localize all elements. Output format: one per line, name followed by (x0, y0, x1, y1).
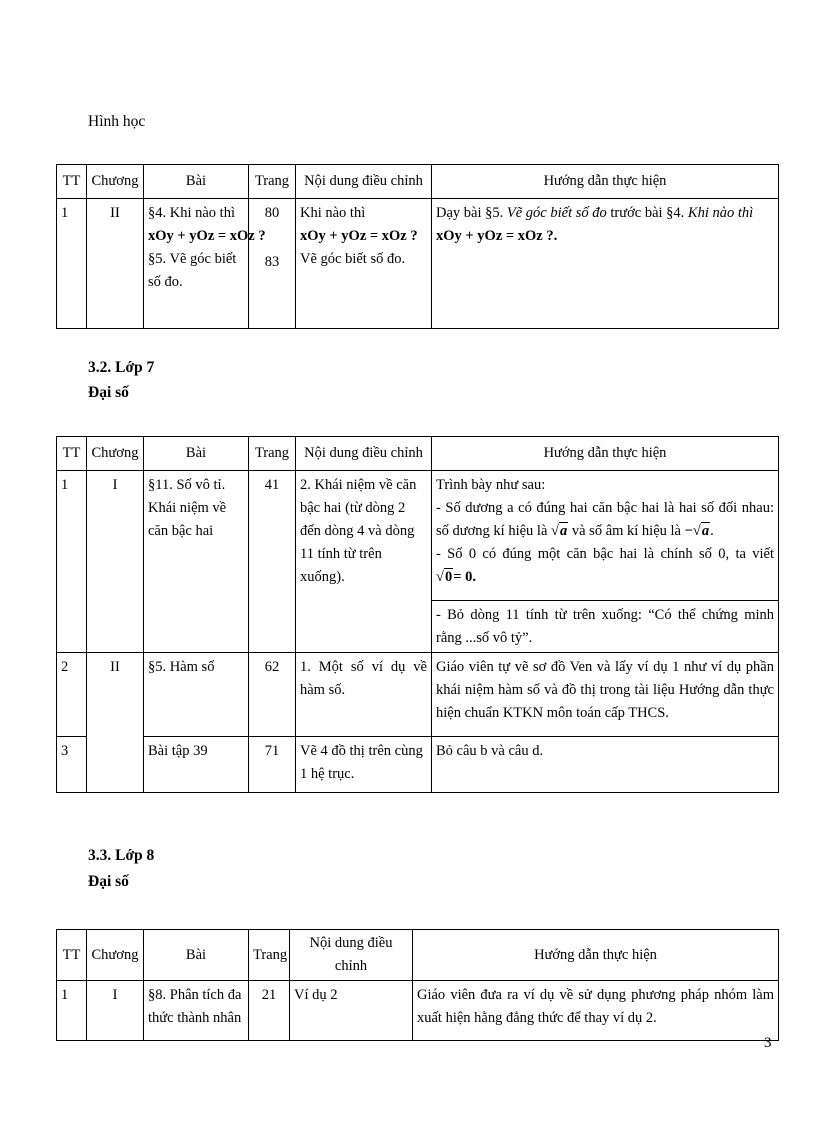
cell-bai: Bài tập 39 (144, 737, 249, 793)
header-tt: TT (57, 930, 87, 981)
cell-chuong: II (87, 199, 144, 329)
bai-formula: xOy + yOz = xOz ? (148, 228, 266, 244)
cell-noi-dung: Ví dụ 2 (290, 981, 413, 1041)
cell-tt: 1 (57, 199, 87, 329)
noi-dung-a: Khi nào thì (300, 205, 366, 221)
cell-chuong: II (87, 653, 144, 793)
header-noi-dung: Nội dung điều chỉnh (296, 165, 432, 199)
header-trang: Trang (249, 930, 290, 981)
hd-b-italic: Khi nào thì (687, 205, 754, 221)
hd-a: Dạy bài §5. (436, 205, 504, 221)
header-chuong: Chương (87, 437, 144, 471)
cell-trang: 71 (249, 737, 296, 793)
cell-noi-dung: Vẽ 4 đồ thị trên cùng 1 hệ trục. (296, 737, 432, 793)
cell-huong-dan: Trình bày như sau: - Số dương a có đúng hai căn bậc hai là hai số đối nhau: số dương kí hiệu là √a và số âm kí hiệu là −√a. - Số 0 có đúng một căn bậc hai là chính số 0, ta viết √0= 0. (432, 471, 779, 601)
cell-tt: 2 (57, 653, 87, 737)
cell-huong-dan (432, 199, 779, 329)
header-bai: Bài (144, 165, 249, 199)
table-row (57, 199, 779, 329)
table-hinh-hoc (56, 164, 779, 329)
section-subtitle-dai-so-8: Đại số (88, 873, 129, 890)
noi-dung-formula: xOy + yOz = xOz ? (300, 228, 418, 244)
table-row (57, 653, 779, 737)
cell-bai: §8. Phân tích đa thức thành nhân (144, 981, 249, 1041)
header-noi-dung: Nội dung điều chỉnh (296, 437, 432, 471)
cell-huong-dan: Giáo viên đưa ra ví dụ về sử dụng phương pháp nhóm làm xuất hiện hằng đẳng thức để thay ví dụ 2. (413, 981, 779, 1041)
cell-trang: 21 (249, 981, 290, 1041)
cell-huong-dan: - Bỏ dòng 11 tính từ trên xuống: “Có thể chứng minh rằng ...số vô tỷ”. (432, 601, 779, 653)
table-header-row (57, 930, 779, 981)
hd-formula: xOy + yOz = xOz ?. (436, 228, 558, 244)
bai-text-a: §4. Khi nào thì (148, 205, 235, 221)
noi-dung-b: Vẽ góc biết số đo. (300, 251, 406, 267)
header-tt: TT (57, 437, 87, 471)
cell-huong-dan: Giáo viên tự vẽ sơ đồ Ven và lấy ví dụ 1 như ví dụ phần khái niệm hàm số và đồ thị trong tài liệu Hướng dẫn thực hiện chuẩn KTKN môn toán cấp THCS. (432, 653, 779, 737)
header-tt: TT (57, 165, 87, 199)
header-trang: Trang (249, 437, 296, 471)
cell-chuong: I (87, 471, 144, 653)
sqrt-zero-formula: √0= 0. (436, 569, 476, 585)
page-number: 3 (764, 1035, 772, 1051)
table-lop-8 (56, 929, 779, 1041)
cell-trang: 62 (249, 653, 296, 737)
header-huong-dan: Hướng dẫn thực hiện (432, 437, 779, 471)
cell-bai: §5. Hàm số (144, 653, 249, 737)
cell-trang: 41 (249, 471, 296, 653)
cell-trang (249, 199, 296, 329)
hd-a-italic: Vẽ góc biết số đo (506, 205, 607, 221)
trang-b: 83 (264, 254, 280, 270)
cell-noi-dung (296, 199, 432, 329)
neg-sqrt-a-formula: −√a (684, 523, 710, 539)
table-row (57, 981, 779, 1041)
section-subtitle-dai-so-7: Đại số (88, 384, 129, 401)
header-trang: Trang (249, 165, 296, 199)
hd-line2: - Số 0 có đúng một căn bậc hai là chính số 0, ta viết (436, 546, 774, 562)
hd-line1-mid: và số âm kí hiệu là (571, 523, 681, 539)
table-header-row (57, 165, 779, 199)
cell-tt: 1 (57, 471, 87, 653)
section-title-lop-7: 3.2. Lớp 7 (88, 359, 155, 376)
hd-line1: - Số dương a có đúng hai căn bậc hai là hai số đối nhau: số dương kí hiệu là (436, 500, 774, 539)
header-bai: Bài (144, 930, 249, 981)
table-row (57, 471, 779, 601)
header-huong-dan: Hướng dẫn thực hiện (432, 165, 779, 199)
table-row (57, 737, 779, 793)
header-bai: Bài (144, 437, 249, 471)
section-title-hinh-hoc: Hình học (88, 113, 146, 130)
header-huong-dan: Hướng dẫn thực hiện (413, 930, 779, 981)
table-header-row (57, 437, 779, 471)
bai-text-b: §5. Vẽ góc biết số đo. (148, 251, 237, 290)
hd-intro: Trình bày như sau: (436, 477, 546, 493)
header-noi-dung: Nội dung điều chỉnh (290, 930, 413, 981)
cell-bai (144, 199, 266, 329)
cell-noi-dung: 2. Khái niệm về căn bậc hai (từ dòng 2 đến dòng 4 và dòng 11 tính từ trên xuống). (296, 471, 432, 653)
cell-huong-dan: Bỏ câu b và câu d. (432, 737, 779, 793)
table-lop-7 (56, 436, 779, 793)
section-title-lop-8: 3.3. Lớp 8 (88, 847, 155, 864)
cell-bai: §11. Số vô tỉ. Khái niệm về căn bậc hai (144, 471, 249, 653)
cell-tt: 3 (57, 737, 87, 793)
sqrt-a-formula: √a (551, 523, 568, 539)
trang-a: 80 (264, 205, 280, 221)
cell-noi-dung: 1. Một số ví dụ về hàm số. (296, 653, 432, 737)
header-chuong: Chương (87, 165, 144, 199)
header-chuong: Chương (87, 930, 144, 981)
cell-tt: 1 (57, 981, 87, 1041)
cell-chuong: I (87, 981, 144, 1041)
hd-b: trước bài §4. (610, 205, 685, 221)
